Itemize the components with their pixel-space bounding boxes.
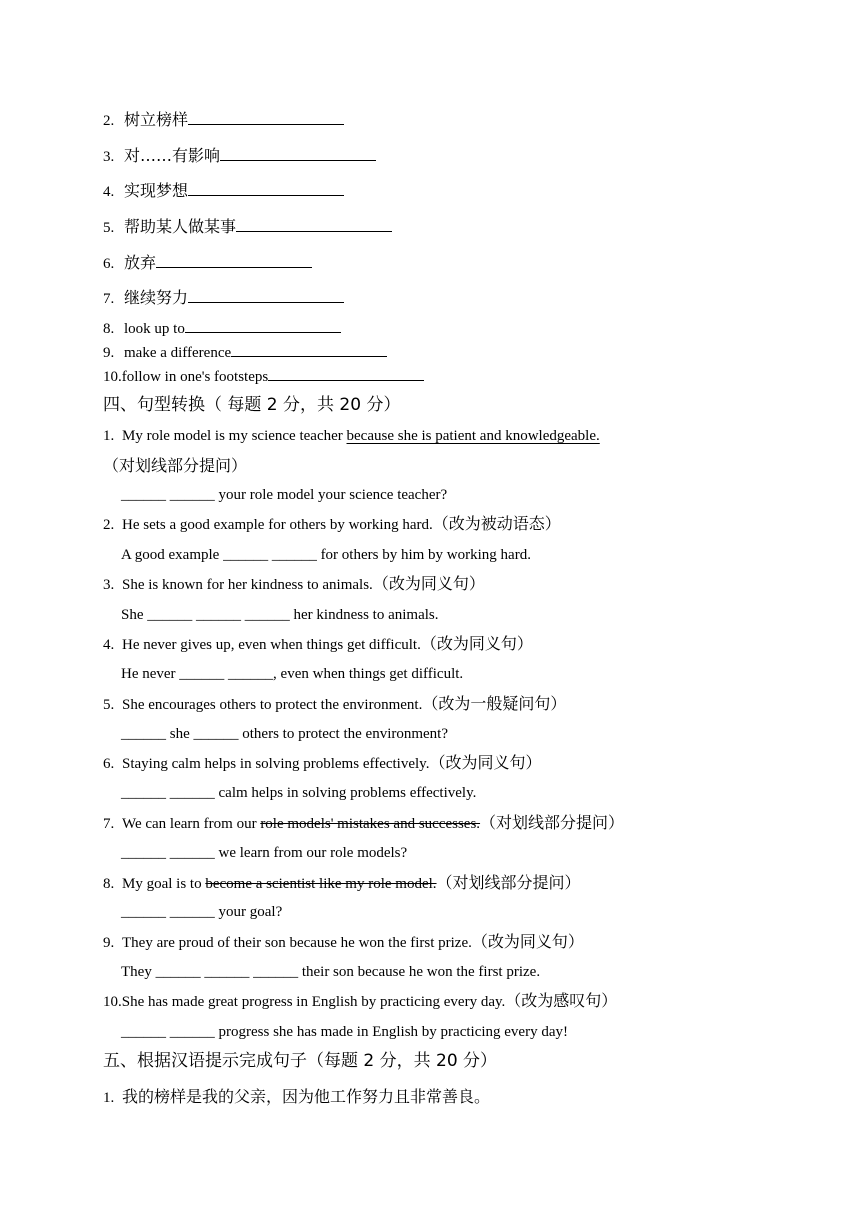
answer-blank[interactable] xyxy=(188,110,344,125)
item-number: 3. xyxy=(103,149,115,165)
item-number: 2. xyxy=(103,113,115,129)
item-number: 10. xyxy=(103,994,122,1010)
answer-line[interactable]: He never ______ ______, even when things get difficult. xyxy=(121,666,464,682)
item-number: 4. xyxy=(103,184,115,200)
question-line xyxy=(103,753,541,774)
underlined-part: become a scientist like my role model. xyxy=(205,876,437,892)
item-number: 3. xyxy=(103,577,115,593)
question-text: Staying calm helps in solving problems effectively. xyxy=(122,756,430,772)
vocab-item xyxy=(103,217,392,238)
vocab-item xyxy=(103,253,312,274)
vocab-item xyxy=(103,110,344,131)
vocab-item xyxy=(103,288,344,309)
vocab-prompt: 树立榜样 xyxy=(124,110,189,129)
question-instruction: （改为一般疑问句） xyxy=(422,694,567,713)
question-text: She has made great progress in English by practicing every day. xyxy=(121,994,506,1010)
question-text: They are proud of their son because he won the first prize. xyxy=(122,935,472,951)
answer-blank[interactable] xyxy=(188,181,344,196)
item-number: 2. xyxy=(103,517,115,533)
question-line xyxy=(103,1087,490,1108)
underlined-part: because she is patient and knowledgeable. xyxy=(346,428,600,444)
question-line xyxy=(103,694,566,715)
item-number: 8. xyxy=(103,876,115,892)
item-number: 10. xyxy=(103,369,122,385)
answer-blank[interactable] xyxy=(156,253,312,268)
question-instruction: （改为同义句） xyxy=(420,634,533,653)
question-line xyxy=(103,873,581,894)
question-instruction: （改为同义句） xyxy=(471,932,584,951)
vocab-item xyxy=(103,342,387,363)
answer-line[interactable]: ______ ______ progress she has made in English by practicing every day! xyxy=(121,1024,568,1040)
section-heading: 四、句型转换（ 每题 2 分，共 20 分） xyxy=(103,395,401,415)
item-number: 1. xyxy=(103,428,115,444)
vocab-prompt: follow in one's footsteps xyxy=(121,369,269,385)
question-line xyxy=(103,813,624,834)
item-number: 9. xyxy=(103,345,115,361)
question-instruction: （改为被动语态） xyxy=(432,514,561,533)
question-instruction: （改为感叹句） xyxy=(505,991,618,1010)
question-instruction: （对划线部分提问） xyxy=(480,813,625,832)
question-text: She is known for her kindness to animals. xyxy=(122,577,373,593)
vocab-prompt: 继续努力 xyxy=(124,288,189,307)
answer-line[interactable]: ______ ______ your role model your science teacher? xyxy=(121,487,448,503)
answer-line[interactable]: A good example ______ ______ for others by him by working hard. xyxy=(121,547,531,563)
question-line xyxy=(103,634,533,655)
section-heading: 五、根据汉语提示完成句子（每题 2 分，共 20 分） xyxy=(103,1051,498,1071)
answer-blank[interactable] xyxy=(185,318,341,333)
item-number: 5. xyxy=(103,220,115,236)
item-number: 5. xyxy=(103,697,115,713)
question-line xyxy=(103,932,584,953)
question-instruction: （对划线部分提问） xyxy=(103,456,248,475)
item-number: 7. xyxy=(103,816,115,832)
item-number: 6. xyxy=(103,756,115,772)
vocab-item xyxy=(103,181,344,202)
question-text: We can learn from our xyxy=(122,816,261,832)
vocab-prompt: 实现梦想 xyxy=(124,181,189,200)
question-text: My goal is to xyxy=(122,876,206,892)
item-number: 7. xyxy=(103,291,115,307)
answer-line[interactable]: They ______ ______ ______ their son because he won the first prize. xyxy=(121,964,541,980)
answer-line[interactable]: ______ ______ your goal? xyxy=(121,904,283,920)
answer-line[interactable]: ______ ______ calm helps in solving problems effectively. xyxy=(121,785,477,801)
item-number: 4. xyxy=(103,637,115,653)
question-instruction: （对划线部分提问） xyxy=(436,873,581,892)
answer-blank[interactable] xyxy=(268,366,424,381)
answer-line[interactable]: ______ she ______ others to protect the environment? xyxy=(121,726,449,742)
question-text: She encourages others to protect the environment. xyxy=(122,697,423,713)
vocab-item xyxy=(103,366,424,387)
answer-blank[interactable] xyxy=(188,288,344,303)
question-text: He sets a good example for others by working hard. xyxy=(122,517,433,533)
question-text: 我的榜样是我的父亲，因为他工作努力且非常善良。 xyxy=(122,1087,491,1106)
question-text: He never gives up, even when things get difficult. xyxy=(122,637,421,653)
vocab-prompt: 放弃 xyxy=(124,253,157,272)
vocab-prompt: 对……有影响 xyxy=(124,146,221,165)
question-instruction: （改为同义句） xyxy=(429,753,542,772)
vocab-item xyxy=(103,146,376,167)
answer-line[interactable]: ______ ______ we learn from our role models? xyxy=(121,845,408,861)
underlined-part: role models' mistakes and successes. xyxy=(260,816,481,832)
item-number: 8. xyxy=(103,321,115,337)
question-line xyxy=(103,574,485,595)
vocab-prompt: 帮助某人做某事 xyxy=(124,217,237,236)
answer-line[interactable]: She ______ ______ ______ her kindness to animals. xyxy=(121,607,439,623)
question-line xyxy=(103,991,617,1012)
vocab-prompt: make a difference xyxy=(124,345,232,361)
vocab-item xyxy=(103,318,341,339)
answer-blank[interactable] xyxy=(220,146,376,161)
question-instruction: （改为同义句） xyxy=(372,574,485,593)
item-number: 6. xyxy=(103,256,115,272)
item-number: 1. xyxy=(103,1090,115,1106)
question-text: My role model is my science teacher xyxy=(122,428,347,444)
answer-blank[interactable] xyxy=(236,217,392,232)
vocab-prompt: look up to xyxy=(124,321,185,337)
question-line xyxy=(103,426,600,446)
item-number: 9. xyxy=(103,935,115,951)
question-line xyxy=(103,514,561,535)
answer-blank[interactable] xyxy=(231,342,387,357)
